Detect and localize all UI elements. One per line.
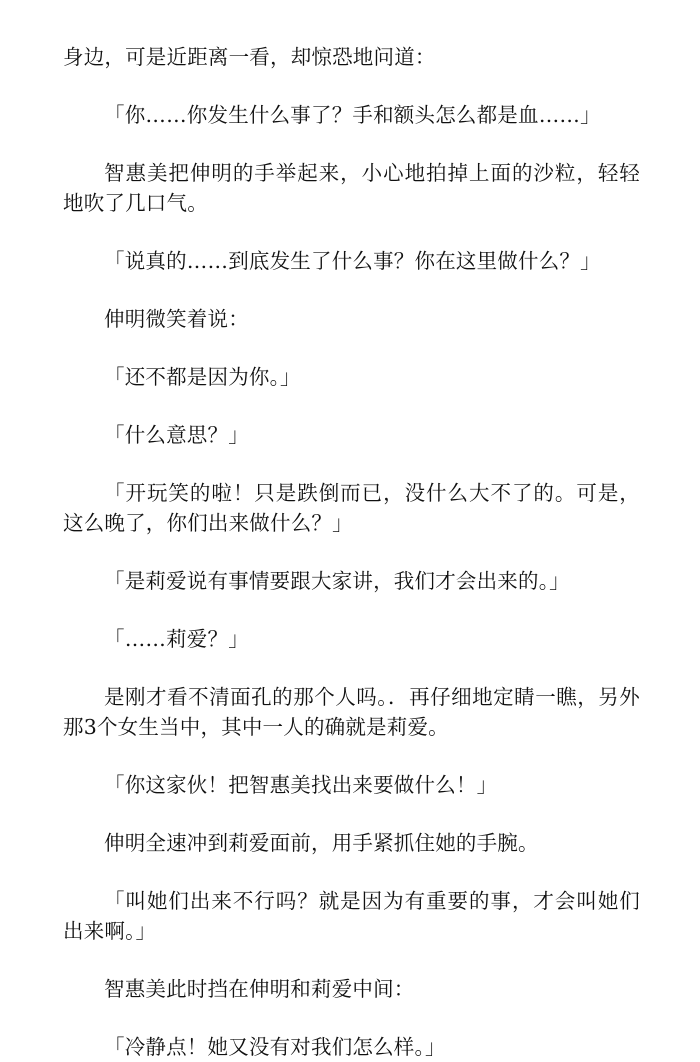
paragraph: 「你……你发生什么事了？手和额头怎么都是血……」 <box>104 103 601 127</box>
paragraph: 「开玩笑的啦！只是跌倒而已，没什么大不了的。可是，这么晚了，你们出来做什么？」 <box>63 481 640 535</box>
paragraph: 智惠美把伸明的手举起来，小心地拍掉上面的沙粒，轻轻地吹了几口气。 <box>63 161 640 215</box>
paragraph: 身边，可是近距离一看，却惊恐地问道： <box>63 45 436 69</box>
paragraph: 「什么意思？」 <box>104 423 249 447</box>
paragraph: 「冷静点！她又没有对我们怎么样。」 <box>104 1035 446 1059</box>
paragraph: 「还不都是因为你。」 <box>104 365 301 389</box>
paragraph: 伸明微笑着说： <box>104 307 249 331</box>
paragraph: 「是莉爱说有事情要跟大家讲，我们才会出来的。」 <box>104 569 570 593</box>
paragraph: 伸明全速冲到莉爱面前，用手紧抓住她的手腕。 <box>104 831 539 855</box>
paragraph: 「……莉爱？」 <box>104 627 249 651</box>
paragraph: 是刚才看不清面孔的那个人吗。．再仔细地定睛一瞧，另外那3个女生当中，其中一人的确就是莉爱。 <box>63 685 640 739</box>
paragraph: 智惠美此时挡在伸明和莉爱中间： <box>104 977 415 1001</box>
paragraph: 「你这家伙！把智惠美找出来要做什么！」 <box>104 773 498 797</box>
paragraph: 「说真的……到底发生了什么事？你在这里做什么？」 <box>104 249 601 273</box>
paragraph: 「叫她们出来不行吗？就是因为有重要的事，才会叫她们出来啊。」 <box>63 889 640 943</box>
